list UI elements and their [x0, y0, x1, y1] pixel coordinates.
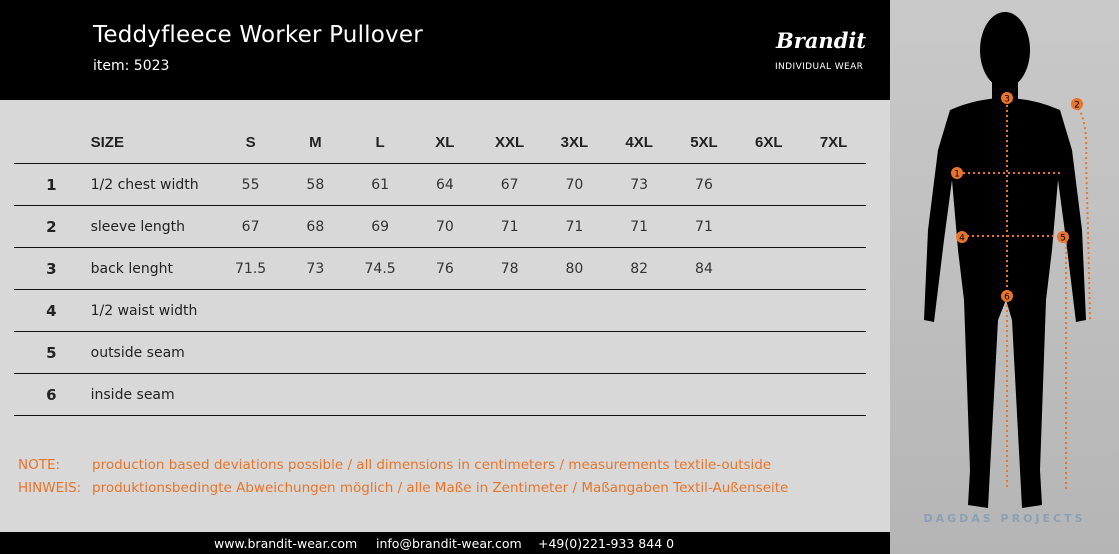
marker-label: 3: [1004, 94, 1010, 105]
value-cell: 70: [565, 176, 584, 193]
size-header-cell: XXL: [495, 134, 525, 151]
value-cell: [672, 290, 737, 332]
value-cell: 64: [435, 176, 454, 193]
note-key: NOTE:: [18, 457, 61, 473]
size-header-cell: M: [309, 134, 322, 151]
value-cell: [283, 332, 348, 374]
value-cell: 70: [435, 218, 454, 235]
size-header-cell: XL: [435, 134, 455, 151]
value-cell: [542, 332, 607, 374]
value-cell: [283, 374, 348, 416]
value-cell: [218, 290, 283, 332]
value-cell: [607, 374, 672, 416]
value-cell: [801, 164, 866, 206]
row-number: 3: [46, 259, 57, 278]
value-cell: [283, 290, 348, 332]
value-cell: [801, 206, 866, 248]
marker-label: 4: [959, 233, 965, 244]
notes-block: [18, 454, 788, 500]
row-number: 4: [46, 301, 57, 320]
hinweis-key: HINWEIS:: [18, 480, 82, 496]
row-label: 1/2 waist width: [90, 302, 198, 319]
size-header-cell: 5XL: [690, 134, 718, 151]
table-row: [14, 164, 866, 206]
watermark: DAGDAS PROJECTS: [923, 512, 1086, 525]
value-cell: [736, 248, 801, 290]
row-label: 1/2 chest width: [90, 176, 199, 193]
row-number: 5: [46, 343, 57, 362]
value-cell: [672, 332, 737, 374]
value-cell: [218, 332, 283, 374]
value-cell: [736, 374, 801, 416]
value-cell: 84: [695, 260, 713, 277]
brand-logo-script: Brandit: [776, 28, 867, 53]
size-table: [14, 122, 866, 416]
value-cell: 67: [500, 176, 519, 193]
footer-phone: +49(0)221-933 844 0: [538, 536, 675, 551]
value-cell: 68: [306, 218, 325, 235]
value-cell: [348, 374, 413, 416]
size-header-row: [14, 122, 866, 164]
value-cell: 55: [241, 176, 260, 193]
row-number: 6: [46, 385, 57, 404]
row-number: 1: [46, 175, 57, 194]
value-cell: [736, 206, 801, 248]
value-cell: [348, 332, 413, 374]
silhouette: [924, 12, 1086, 508]
marker-label: 2: [1074, 100, 1080, 111]
value-cell: 71: [630, 218, 649, 235]
value-cell: 71: [500, 218, 519, 235]
hinweis-line: [18, 477, 788, 500]
value-cell: [413, 290, 478, 332]
value-cell: [542, 290, 607, 332]
item-number: item: 5023: [93, 58, 170, 74]
size-header-cell: 7XL: [819, 134, 848, 151]
value-cell: 61: [371, 176, 390, 193]
row-label: back lenght: [90, 260, 173, 277]
value-cell: [801, 374, 866, 416]
brand-logo-subtitle: INDIVIDUAL WEAR: [775, 62, 864, 72]
value-cell: [348, 290, 413, 332]
size-header-cell: L: [375, 134, 385, 151]
value-cell: 76: [435, 260, 454, 277]
value-cell: 67: [241, 218, 260, 235]
value-cell: [672, 374, 737, 416]
value-cell: 80: [565, 260, 584, 277]
value-cell: [542, 374, 607, 416]
value-cell: 71.5: [235, 260, 267, 277]
footer-bar: [0, 532, 890, 554]
value-cell: [607, 332, 672, 374]
size-header-cell: 6XL: [754, 134, 783, 151]
size-header-cell: S: [245, 134, 256, 151]
product-title: Teddyfleece Worker Pullover: [93, 22, 423, 48]
value-cell: [477, 290, 542, 332]
value-cell: 69: [371, 218, 390, 235]
size-header-cell: 4XL: [625, 134, 653, 151]
row-number: 2: [46, 217, 57, 236]
value-cell: [413, 374, 478, 416]
row-label: outside seam: [90, 344, 185, 361]
value-cell: [801, 290, 866, 332]
footer-email-link[interactable]: info@brandit-wear.com: [376, 536, 522, 551]
value-cell: [477, 332, 542, 374]
value-cell: [607, 290, 672, 332]
value-cell: [801, 332, 866, 374]
table-row: [14, 332, 866, 374]
value-cell: [413, 332, 478, 374]
marker-label: 1: [954, 169, 960, 180]
value-cell: [801, 248, 866, 290]
header-num-cell: [14, 122, 89, 164]
table-row: [14, 206, 866, 248]
body-silhouette-figure: [890, 0, 1119, 554]
row-label: sleeve length: [90, 218, 186, 235]
note-line: [18, 454, 788, 477]
value-cell: 71: [565, 218, 584, 235]
table-row: [14, 374, 866, 416]
table-row: [14, 248, 866, 290]
hinweis-text: produktionsbedingte Abweichungen möglich / alle Maße in Zentimeter / Maßangaben Textil-Außenseite: [92, 480, 789, 496]
marker-label: 6: [1004, 292, 1010, 303]
value-cell: 71: [695, 218, 713, 235]
value-cell: [218, 374, 283, 416]
row-label: inside seam: [90, 386, 175, 403]
note-text: production based deviations possible / all dimensions in centimeters / measurements textile-outside: [92, 457, 772, 473]
size-header-cell: 3XL: [560, 134, 589, 151]
value-cell: [736, 290, 801, 332]
value-cell: [477, 374, 542, 416]
size-header-label: SIZE: [90, 134, 124, 151]
table-row: [14, 290, 866, 332]
brand-logo: [770, 28, 866, 76]
value-cell: [736, 332, 801, 374]
value-cell: 74.5: [364, 260, 396, 277]
value-cell: 73: [630, 176, 649, 193]
value-cell: [736, 164, 801, 206]
value-cell: 78: [500, 260, 519, 277]
value-cell: 73: [306, 260, 325, 277]
footer-website-link[interactable]: www.brandit-wear.com: [214, 536, 358, 551]
marker-label: 5: [1060, 233, 1066, 244]
value-cell: 58: [306, 176, 325, 193]
value-cell: 76: [695, 176, 713, 193]
header-bar: [0, 0, 890, 100]
value-cell: 82: [630, 260, 649, 277]
